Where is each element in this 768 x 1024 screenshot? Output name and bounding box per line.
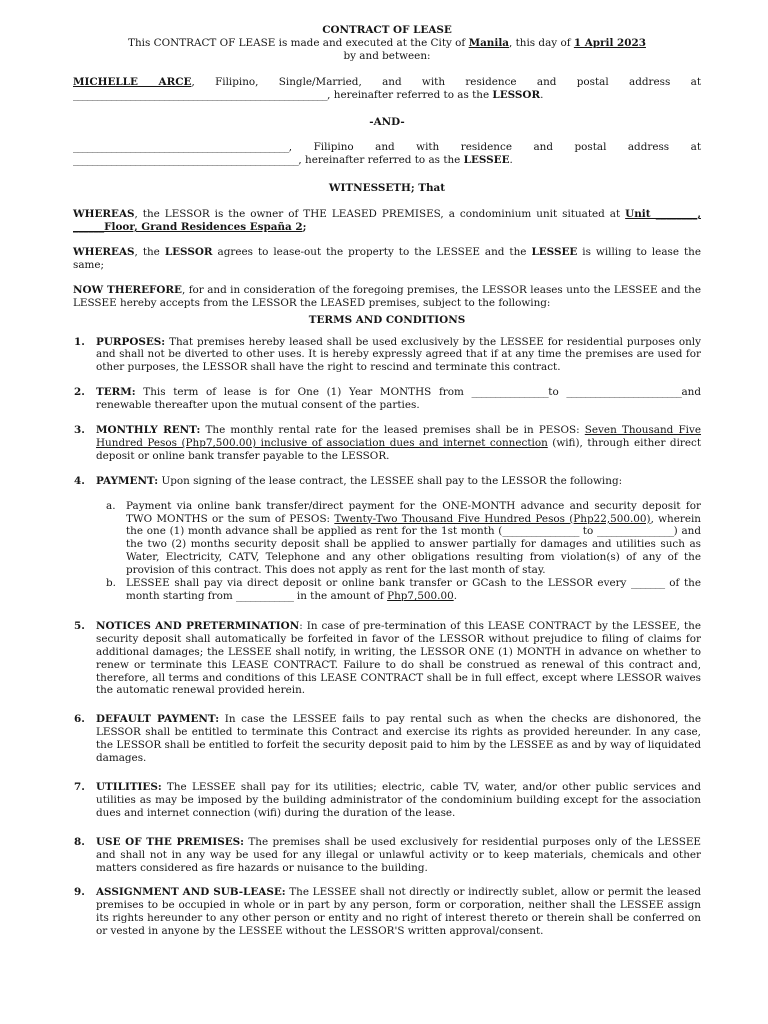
- whereas-label-2: WHEREAS: [73, 245, 135, 258]
- advance-amount: Twenty-Two Thousand Five Hundred Pesos (Php22,500.00): [334, 512, 651, 525]
- lessee-address-blank[interactable]: _______________________________________________: [73, 154, 299, 167]
- item-text: That premises hereby leased shall be used exclusively by the LESSEE for residential purposes only and shall not be diverted to other uses. It is hereby expressly agreed that if at any time the premises are used for other purposes, the LESSOR shall have the right to rescind and terminate this contract.: [96, 335, 701, 374]
- lessee-name-blank[interactable]: _____________________________________________: [73, 141, 289, 154]
- item-text: The monthly rental rate for the leased premises shall be in PESOS:: [200, 424, 585, 437]
- now-therefore-paragraph: [73, 284, 701, 310]
- sub-text: LESSEE shall pay via direct deposit or online bank transfer or GCash to the LESSOR every: [126, 577, 632, 590]
- item-text: Upon signing of the lease contract, the LESSEE shall pay to the LESSOR the following:: [158, 474, 623, 487]
- term-item-payment: [73, 475, 701, 488]
- sub-number: b.: [106, 577, 116, 590]
- whereas-agreement-text-3: is willing to lease the same;: [73, 245, 702, 271]
- item-label: ASSIGNMENT AND SUB-LEASE:: [96, 886, 286, 899]
- rent-amount: Seven Thousand Five Hundred Pesos (Php7,500.00) inclusive of association dues and internet connection: [96, 424, 702, 449]
- whereas-owner-text: , the LESSOR is the owner of THE LEASED PREMISES, a condominium unit situated at: [134, 208, 621, 221]
- whereas-label: WHEREAS: [73, 208, 135, 221]
- item-text: This term of lease is for One (1) Year MONTHS from: [135, 386, 472, 399]
- item-label: UTILITIES:: [96, 780, 162, 793]
- term-item-pretermination: [73, 620, 701, 697]
- term-item-assignment: [73, 886, 701, 938]
- intro-by-between: by and between:: [343, 49, 431, 62]
- item-text-2: to: [548, 386, 567, 399]
- item-number: 8.: [74, 835, 85, 848]
- item-number: 7.: [74, 780, 85, 793]
- lessee-term: LESSEE: [463, 154, 510, 167]
- item-text: In case the LESSEE fails to pay rental such as when the checks are dishonored, the LESSOR shall be entitled to terminate this Contract and exercise its rights as provided hereunder. In any case, the LESSOR shall be entitled to forfeit the security deposit paid to him by the LESSEE as and by way of liquidated damages.: [96, 713, 702, 765]
- lessor-hereinafter: , hereinafter referred to as the: [327, 88, 493, 101]
- term-item-monthly-rent: [73, 424, 701, 463]
- monthly-amount: Php7,500.00: [387, 590, 454, 602]
- item-label: TERM:: [96, 386, 136, 399]
- start-date-blank[interactable]: ____________: [236, 590, 294, 602]
- sub-text-3: in the amount of: [293, 590, 388, 602]
- item-number: 6.: [74, 713, 85, 726]
- item-text: The premises shall be used exclusively for residential purposes only of the LESSEE and shall not in any way be used for any illegal or unlawful activity or to keep materials, chemicals and other matters considered as fire hazards or nuisance to the building.: [96, 835, 701, 874]
- whereas-lessee-term: LESSEE: [531, 245, 578, 258]
- intro-line: [73, 37, 701, 50]
- lessor-name: MICHELLE ARCE: [73, 75, 192, 88]
- pay-day-blank[interactable]: _______: [631, 577, 665, 590]
- term-item-use-of-premises: [73, 836, 701, 875]
- item-number: 3.: [74, 424, 85, 437]
- whereas-owner: [73, 208, 701, 234]
- item-label: USE OF THE PREMISES:: [96, 835, 244, 848]
- lessor-address-blank[interactable]: _____________________________________________________: [73, 88, 328, 101]
- intro-text: This CONTRACT OF LEASE is made and executed at the City of: [128, 36, 469, 49]
- item-label: NOTICES AND PRETERMINATION: [96, 619, 300, 632]
- lessee-paragraph: _____________________________________________, Filipino and with residence and postal address at _______________________________________________, hereinafter referred to as the LESSEE.: [73, 141, 701, 167]
- sub-text-2: , wherein the one (1) month advance shall be applied as rent for the 1st month (: [126, 512, 701, 538]
- witnesseth-heading: WITNESSETH; That: [328, 182, 446, 195]
- unit-location: Unit ________, ______Floor, Grand Residences España 2: [73, 208, 701, 234]
- payment-sub-b: [73, 577, 701, 603]
- first-month-start-blank[interactable]: ________________: [502, 525, 580, 538]
- now-therefore-text: , for and in consideration of the foregoing premises, the LESSOR leases unto the LESSEE and the LESSEE hereby accepts from the LESSOR the LEASED premises, subject to the following:: [73, 283, 701, 309]
- sub-text: Payment via online bank transfer/direct payment for the ONE-MONTH advance and security deposit for TWO MONTHS or the sum of PESOS:: [126, 499, 701, 525]
- whereas-owner-end: ;: [302, 221, 307, 234]
- terms-heading: TERMS AND CONDITIONS: [308, 313, 466, 326]
- item-label: DEFAULT PAYMENT:: [96, 713, 220, 726]
- lessor-term: LESSOR: [492, 88, 541, 101]
- sub-text-3: to: [579, 525, 597, 538]
- item-label: PAYMENT:: [96, 474, 159, 487]
- term-item-purposes: [73, 336, 701, 375]
- item-text-2: (wifi), through either direct deposit or online bank transfer payable to the LESSOR.: [96, 436, 702, 462]
- term-item-utilities: [73, 781, 701, 820]
- term-end-blank[interactable]: ________________________: [566, 386, 682, 399]
- sub-text-4: ) and the two (2) months security deposit shall be applied to answer partially for damages and utilities such as Water, Electricity, CATV, Telephone and any other obligations resulting from violation(s) of any of the provision of this contract. This does not apply as rent for the last month of stay.: [126, 525, 701, 577]
- whereas-agreement-text-2: agrees to lease-out the property to the LESSEE and the: [212, 245, 532, 258]
- lessor-paragraph: MICHELLE ARCE, Filipino, Single/Married, and with residence and postal address at _____________________________________________________, hereinafter referred to as the LESSOR.: [73, 75, 701, 101]
- item-label: MONTHLY RENT:: [96, 424, 201, 437]
- sub-number: a.: [106, 499, 116, 512]
- item-number: 4.: [74, 474, 85, 487]
- item-number: 1.: [74, 335, 85, 348]
- lessee-hereinafter: , hereinafter referred to as the: [298, 154, 464, 167]
- contract-document: [73, 24, 701, 938]
- whereas-agreement-text: , the: [134, 245, 165, 258]
- whereas-agreement: [73, 246, 701, 272]
- item-text: The LESSEE shall pay for its utilities; electric, cable TV, water, and/or other public services and utilities as may be imposed by the building administrator of the condominium building except for the association dues and internet connection (wifi) during the duration of the lease.: [96, 780, 701, 819]
- lessor-details: , Filipino, Single/Married, and with residence and postal address at: [191, 75, 701, 88]
- term-start-blank[interactable]: ________________: [471, 386, 549, 399]
- document-title: CONTRACT OF LEASE: [322, 24, 452, 36]
- and-separator: -AND-: [369, 115, 405, 128]
- term-item-term: [73, 386, 701, 412]
- whereas-lessor-term: LESSOR: [164, 245, 213, 258]
- now-therefore-label: NOW THEREFORE: [73, 283, 182, 296]
- term-item-default-payment: [73, 713, 701, 765]
- sub-text-2: of the month starting from: [126, 577, 701, 602]
- contract-date: 1 April 2023: [573, 36, 646, 49]
- intro-text-2: , this day of: [509, 36, 574, 49]
- city-name: Manila: [468, 36, 509, 49]
- lessee-details: , Filipino and with residence and postal address at: [288, 141, 701, 154]
- payment-sub-a: [73, 500, 701, 577]
- item-text-3: and renewable thereafter upon the mutual consent of the parties.: [96, 386, 701, 412]
- item-number: 9.: [74, 886, 85, 899]
- item-text: : In case of pre-termination of this LEASE CONTRACT by the LESSEE, the security deposit shall automatically be forfeited in favor of the LESSOR without prejudice to filing of claims for additional damages; the LESSEE shall notify, in writing, the LESSOR ONE (1) MONTH in advance on whether to renew or terminate this LEASE CONTRACT. Failure to do shall be construed as renewal of this contract and, therefore, all terms and conditions of this LEASE CONTRACT shall be in full effect, except where LESSOR waives the automatic renewal provided herein.: [96, 619, 701, 697]
- item-number: 5.: [74, 619, 85, 632]
- item-label: PURPOSES:: [96, 335, 166, 348]
- sub-text-4: .: [453, 590, 457, 602]
- first-month-end-blank[interactable]: ________________: [596, 525, 674, 538]
- item-number: 2.: [74, 386, 85, 399]
- item-text: The LESSEE shall not directly or indirectly sublet, allow or permit the leased premises to be occupied in whole or in part by any person, form or corporation, neither shall the LESSEE assign its rights hereunder to any other person or entity and no right of interest thereto or therein shall be conferred on or vested in anyone by the LESSEE without the LESSOR'S written approval/consent.: [96, 886, 701, 938]
